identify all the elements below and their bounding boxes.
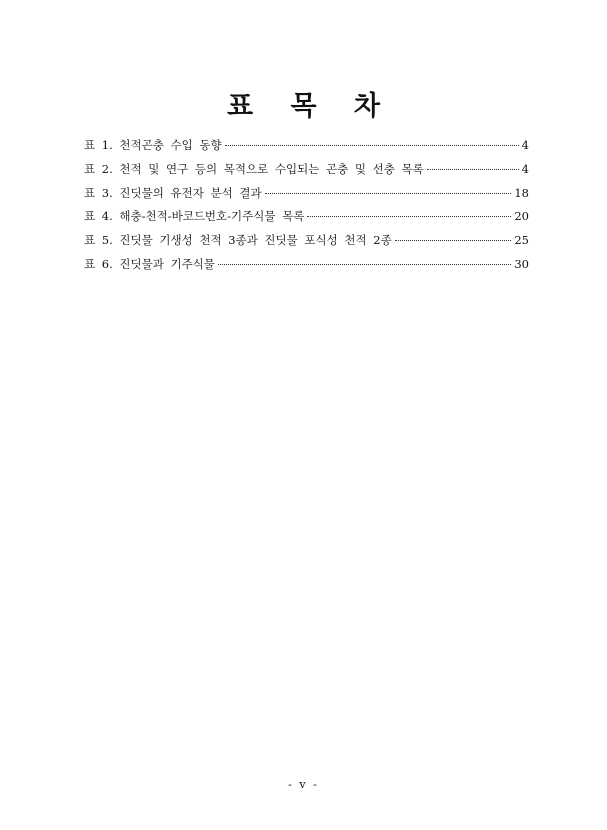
- dot-leader: [427, 169, 519, 170]
- page-title: 표 목 차: [226, 91, 395, 123]
- toc-entry-page: 4: [521, 138, 529, 152]
- toc-entry-label: 표 5. 진딧물 기생성 천적 3종과 진딧물 포식성 천적 2종: [84, 233, 392, 248]
- toc-entry-label: 표 6. 진딧물과 기주식물: [84, 256, 215, 271]
- dot-leader: [307, 216, 511, 217]
- toc-entry-page: 20: [514, 209, 529, 224]
- dot-leader: [265, 193, 512, 194]
- toc-entry-label: 표 4. 해충-천적-바코드번호-기주식물 목록: [84, 209, 305, 224]
- table-of-contents: [84, 134, 529, 277]
- dot-leader: [395, 240, 512, 241]
- toc-entry-6[interactable]: [84, 253, 529, 277]
- toc-entry-page: 4: [521, 161, 529, 176]
- toc-entry-page: 30: [514, 256, 529, 271]
- dot-leader: [218, 264, 511, 265]
- toc-entry-3[interactable]: [84, 182, 529, 206]
- toc-entry-2[interactable]: [84, 158, 529, 182]
- toc-entry-label: 표 2. 천적 및 연구 등의 목적으로 수입되는 곤충 및 선충 목록: [84, 161, 424, 176]
- page-number: - v -: [288, 778, 319, 791]
- toc-entry-4[interactable]: [84, 205, 529, 229]
- toc-entry-page: 18: [514, 185, 529, 200]
- toc-entry-5[interactable]: [84, 229, 529, 253]
- toc-entry-label: 표 3. 진딧물의 유전자 분석 결과: [84, 185, 262, 200]
- toc-entry-1[interactable]: [84, 134, 529, 158]
- toc-entry-label: 표 1. 천적곤충 수입 동향: [84, 138, 222, 152]
- dot-leader: [225, 145, 519, 146]
- toc-entry-page: 25: [514, 233, 529, 248]
